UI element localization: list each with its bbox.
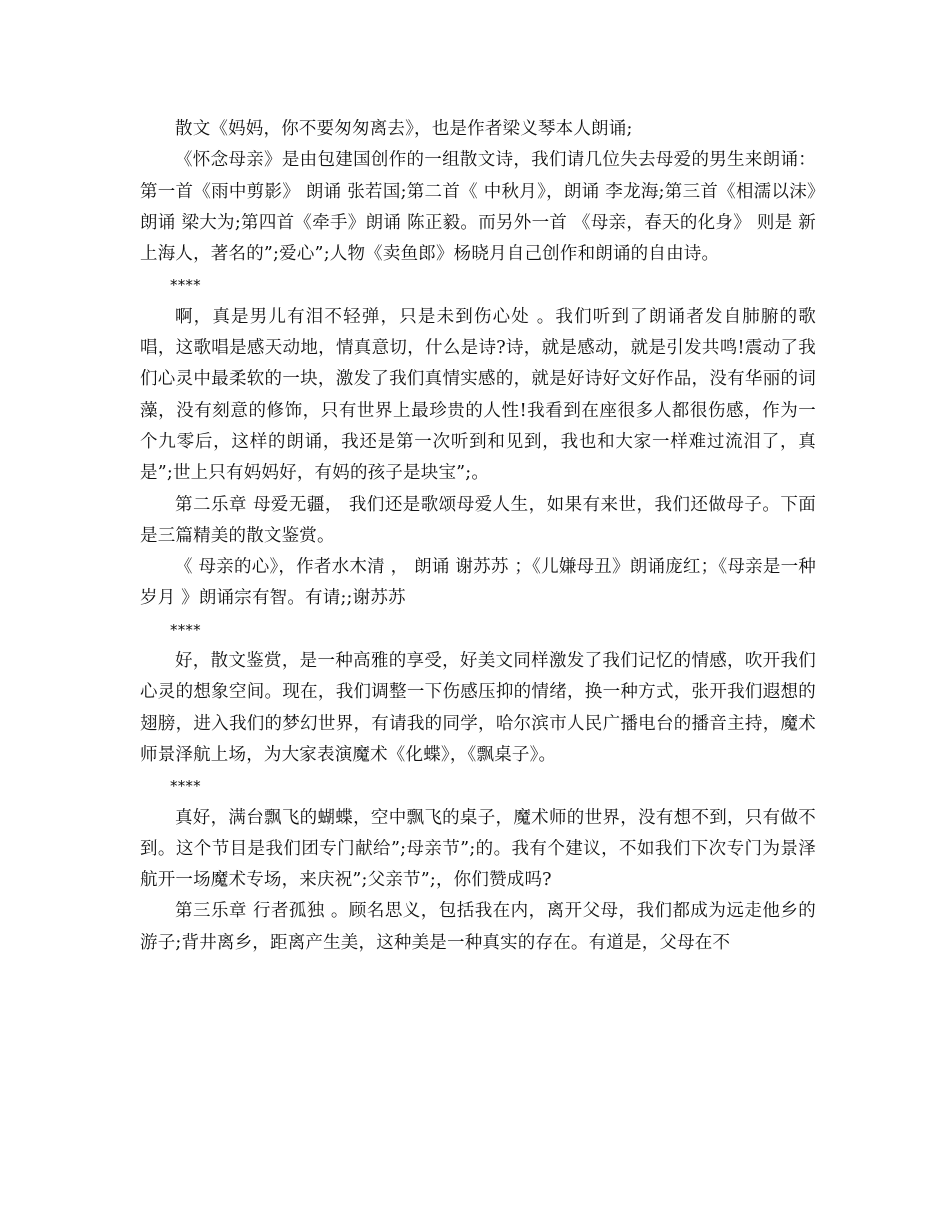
section-separator: **** — [170, 276, 201, 295]
paragraph-magic-comment: 真好，满台飘飞的蝴蝶，空中飘飞的桌子，魔术师的世界，没有想不到，只有做不到。这个节目是我们团专门献给”;母亲节”;的。我有个建议，不如我们下次专门为景泽航开一场魔术专场，来庆祝”;父亲节”;，你们赞成吗? — [140, 807, 816, 891]
section-separator: **** — [170, 620, 201, 639]
paragraph-poem-series: 《怀念母亲》是由包建国创作的一组散文诗，我们请几位失去母爱的男生来朗诵：第一首《雨中剪影》 朗诵 张若国;第二首《 中秋月》，朗诵 李龙海;第三首《相濡以沫》朗诵 梁大为;第四首《牵手》朗诵 陈正毅。而另外一首 《母亲，春天的化身》 则是 新上海人，著名的”;爱心”;人物《卖鱼郎》杨晓月自己创作和朗诵的自由诗。 — [140, 150, 816, 265]
paragraph-prose-reading: 散文《妈妈，你不要匆匆离去》，也是作者梁义琴本人朗诵; — [175, 119, 633, 139]
paragraph-movement-three: 第三乐章 行者孤独 。顾名思义，包括我在内，离开父母，我们都成为远走他乡的游子;背井离乡，距离产生美，这种美是一种真实的存在。有道是，父母在不 — [140, 901, 816, 953]
paragraph-magic-intro: 好，散文鉴赏，是一种高雅的享受，好美文同样激发了我们记忆的情感，吹开我们心灵的想象空间。现在，我们调整一下伤感压抑的情绪，换一种方式，张开我们遐想的翅膀，进入我们的梦幻世界，有请我的同学，哈尔滨市人民广播电台的播音主持，魔术师景泽航上场，为大家表演魔术《化蝶》，《飘桌子》。 — [140, 651, 816, 765]
paragraph-prose-list: 《 母亲的心》，作者水木清 ， 朗诵 谢苏苏 ；《儿嫌母丑》朗诵庞红；《母亲是一种岁月 》朗诵宗有智。有请;;谢苏苏 — [140, 557, 816, 609]
paragraph-movement-two: 第二乐章 母爱无疆， 我们还是歌颂母爱人生，如果有来世，我们还做母子。下面是三篇精美的散文鉴赏。 — [140, 494, 816, 546]
section-separator: **** — [170, 777, 201, 796]
document-body — [140, 114, 816, 959]
paragraph-reflection: 啊，真是男儿有泪不轻弹，只是未到伤心处 。我们听到了朗诵者发自肺腑的歌唱，这歌唱是感天动地，情真意切，什么是诗?诗，就是感动，就是引发共鸣!震动了我们心灵中最柔软的一块，激发了我们真情实感的，就是好诗好文好作品，没有华丽的词藻，没有刻意的修饰，只有世界上最珍贵的人性!我看到在座很多人都很伤感，作为一个九零后，这样的朗诵，我还是第一次听到和见到，我也和大家一样难过流泪了，真是”;世上只有妈妈好，有妈的孩子是块宝”;。 — [140, 306, 816, 484]
